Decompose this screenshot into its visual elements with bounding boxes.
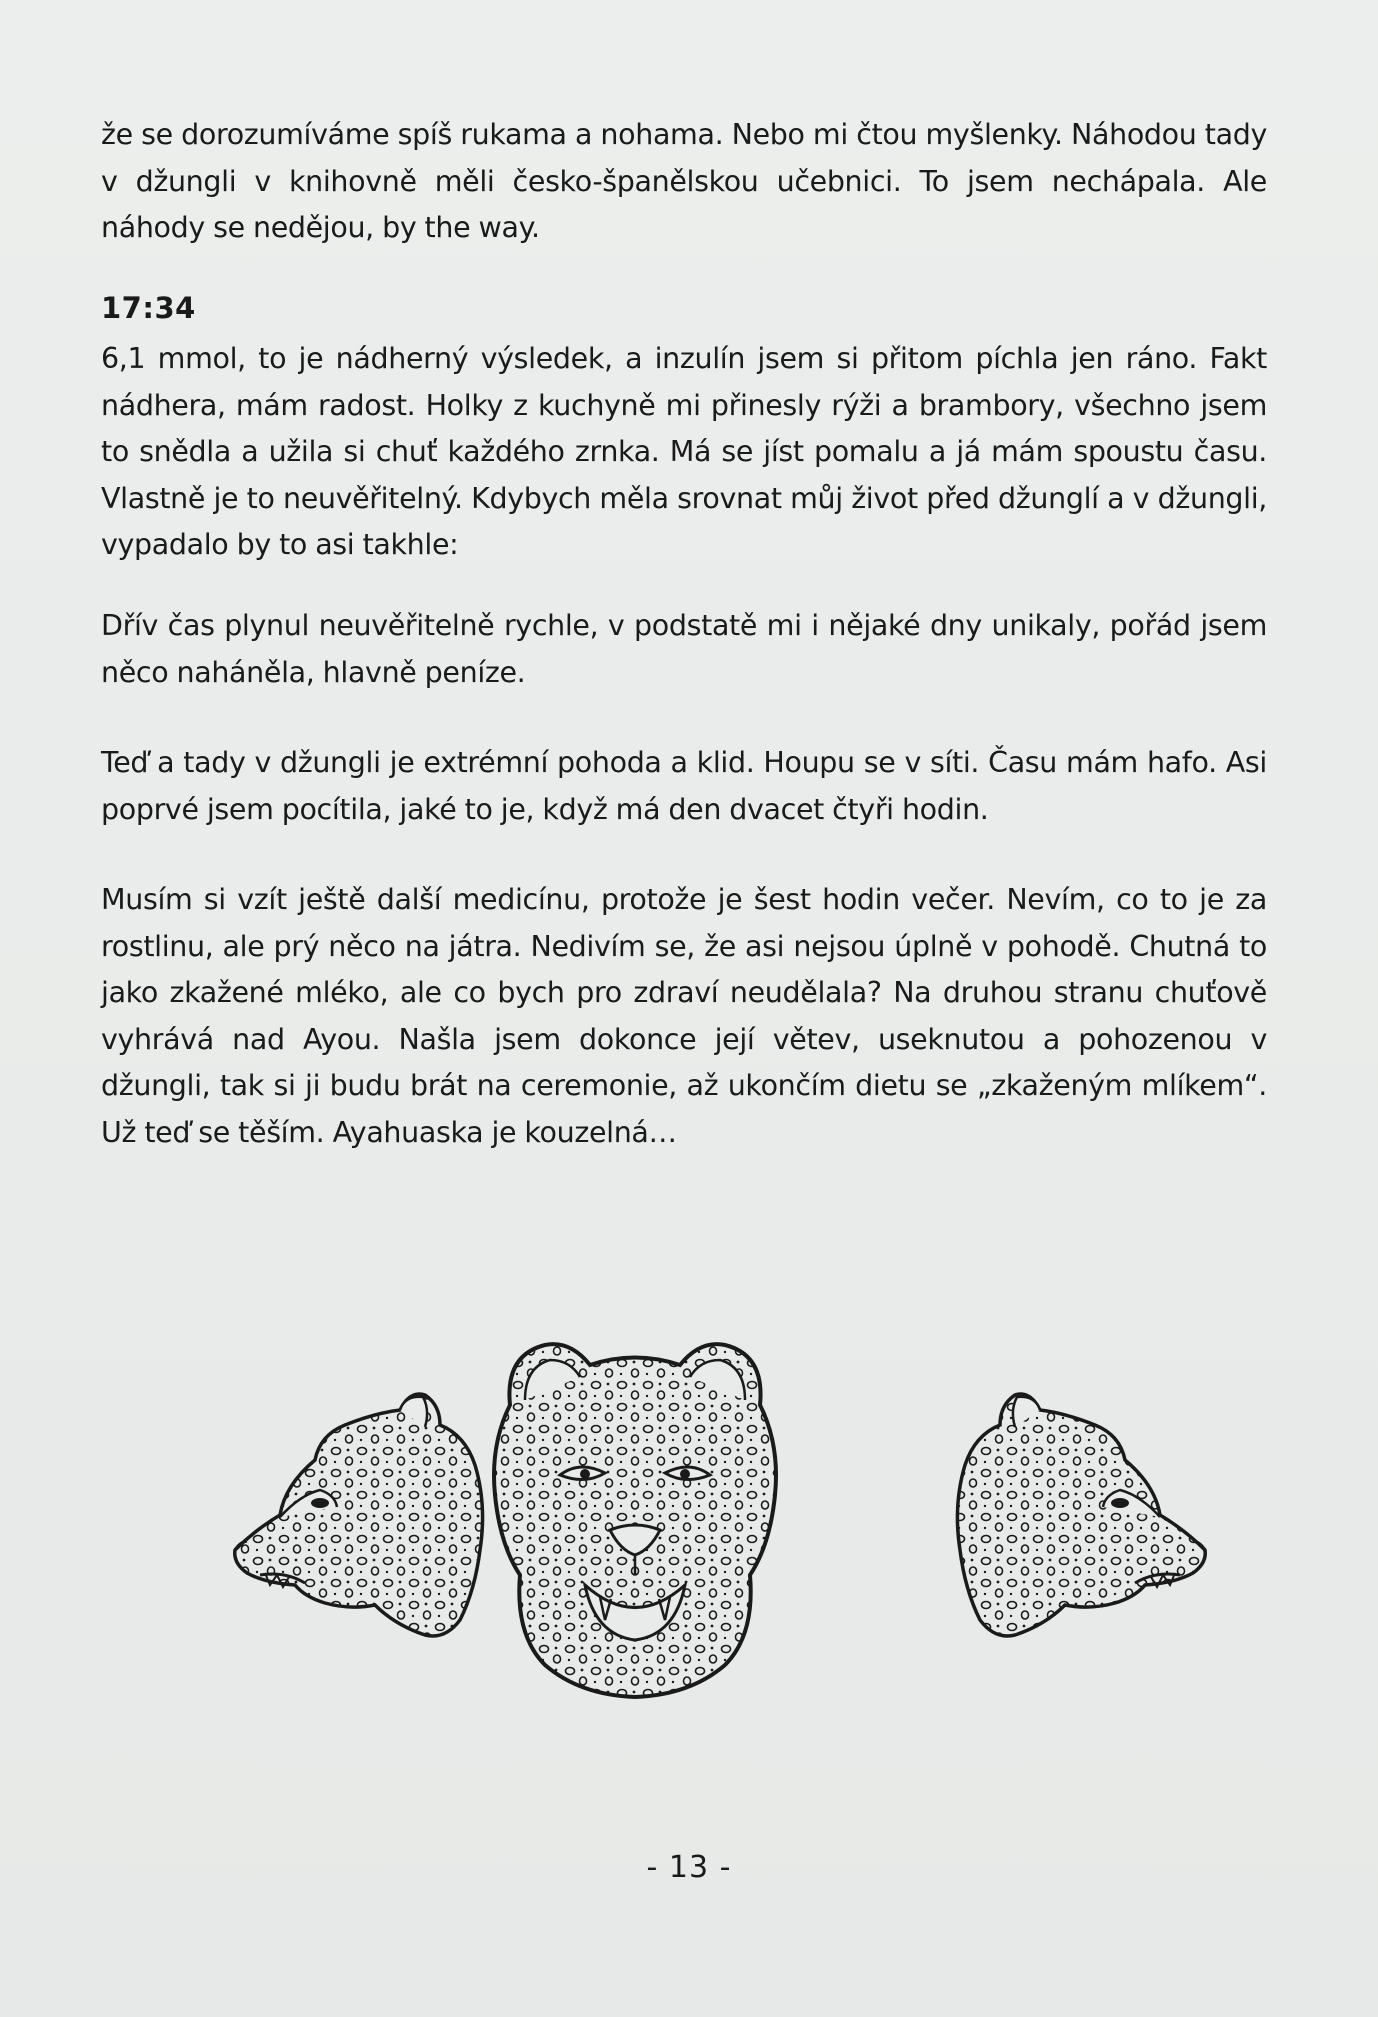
entry-paragraph-block-2 — [101, 603, 1267, 696]
opening-paragraph-block — [101, 112, 1267, 252]
leopard-head-left-icon — [235, 1394, 483, 1636]
leopard-illustration — [225, 1335, 1215, 1705]
leopard-head-right-icon — [957, 1394, 1205, 1636]
page-number: - 13 - — [646, 1850, 732, 1885]
leopard-head-front-icon — [494, 1344, 776, 1697]
entry-time-heading: 17:34 — [101, 291, 196, 325]
opening-paragraph: že se dorozumíváme spíš rukama a nohama. Nebo mi čtou myšlenky. Náhodou tady v džungli v knihovně měli česko-španělskou učebnici. To jsem nechápala. Ale náhody se nedějou, by the way. — [101, 118, 1267, 244]
entry-paragraph-block-1 — [101, 336, 1267, 569]
entry-paragraph-block-4 — [101, 877, 1267, 1156]
entry-paragraph-2: Dřív čas plynul neuvěřitelně rychle, v podstatě mi i nějaké dny unikaly, pořád jsem něco naháněla, hlavně peníze. — [101, 609, 1267, 689]
entry-paragraph-block-3 — [101, 740, 1267, 833]
entry-paragraph-4: Musím si vzít ještě další medicínu, protože je šest hodin večer. Nevím, co to je za rostlinu, ale prý něco na játra. Nedivím se, že asi nejsou úplně v pohodě. Chutná to jako zkažené mléko, ale co bych pro zdraví neudělala? Na druhou stranu chuťově vyhrává nad Ayou. Našla jsem dokonce její větev, useknutou a pohozenou v džungli, tak si ji budu brát na ceremonie, až ukončím dietu se „zkaženým mlíkem“. Už teď se těším. Ayahuaska je kouzelná… — [101, 883, 1267, 1149]
entry-paragraph-3: Teď a tady v džungli je extrémní pohoda a klid. Houpu se v síti. Času mám hafo. Asi poprvé jsem pocítila, jaké to je, když má den dvacet čtyři hodin. — [101, 746, 1267, 826]
entry-paragraph-1: 6,1 mmol, to je nádherný výsledek, a inzulín jsem si přitom píchla jen ráno. Fakt nádhera, mám radost. Holky z kuchyně mi přinesly rýži a brambory, všechno jsem to snědla a užila si chuť každého zrnka. Má se jíst pomalu a já mám spoustu času. Vlastně je to neuvěřitelný. Kdybych měla srovnat můj život před džunglí a v džungli, vypadalo by to asi takhle: — [101, 342, 1267, 561]
